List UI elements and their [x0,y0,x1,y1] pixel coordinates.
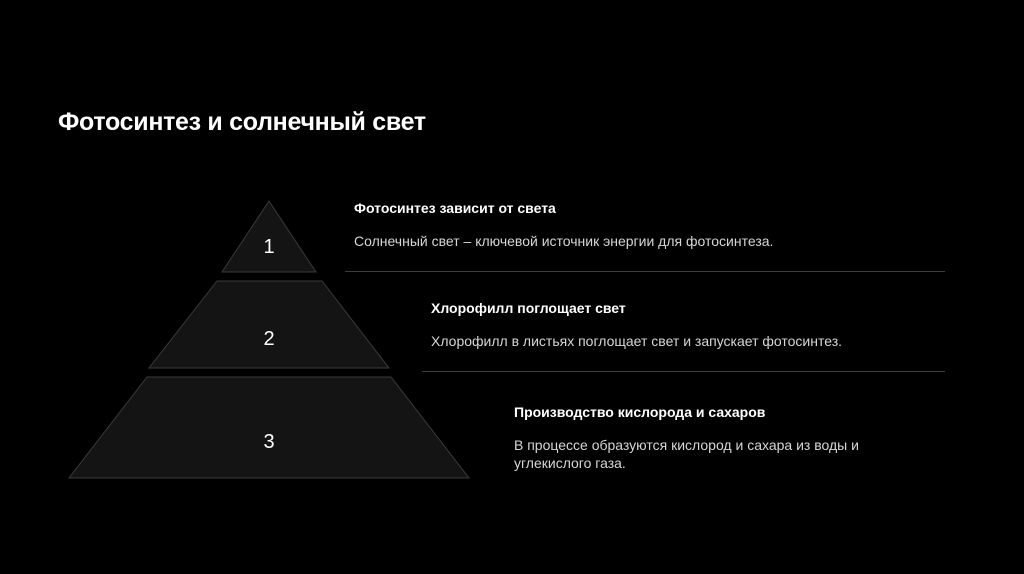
tier-2-text-block [431,300,931,350]
tier-3-description: В процессе образуются кислород и сахара из воды и углекислого газа. [514,437,859,471]
tier-1-heading: Фотосинтез зависит от света [354,200,556,216]
pyramid-tier-3 [69,377,469,478]
tier-1-divider [345,271,945,272]
tier-2-description: Хлорофилл в листьях поглощает свет и запускает фотосинтез. [431,333,843,349]
tier-1-description: Солнечный свет – ключевой источник энергии для фотосинтеза. [354,233,774,249]
tier-3-text-block [514,404,909,472]
slide-title: Фотосинтез и солнечный свет [58,108,426,136]
tier-1-text-block [354,200,914,250]
tier-1-number: 1 [263,236,275,258]
tier-2-number: 2 [263,328,275,350]
pyramid-tier-2 [149,281,389,368]
tier-2-heading: Хлорофилл поглощает свет [431,300,626,316]
tier-3-number: 3 [263,431,275,453]
tier-3-heading: Производство кислорода и сахаров [514,404,766,420]
tier-2-divider [422,371,945,372]
